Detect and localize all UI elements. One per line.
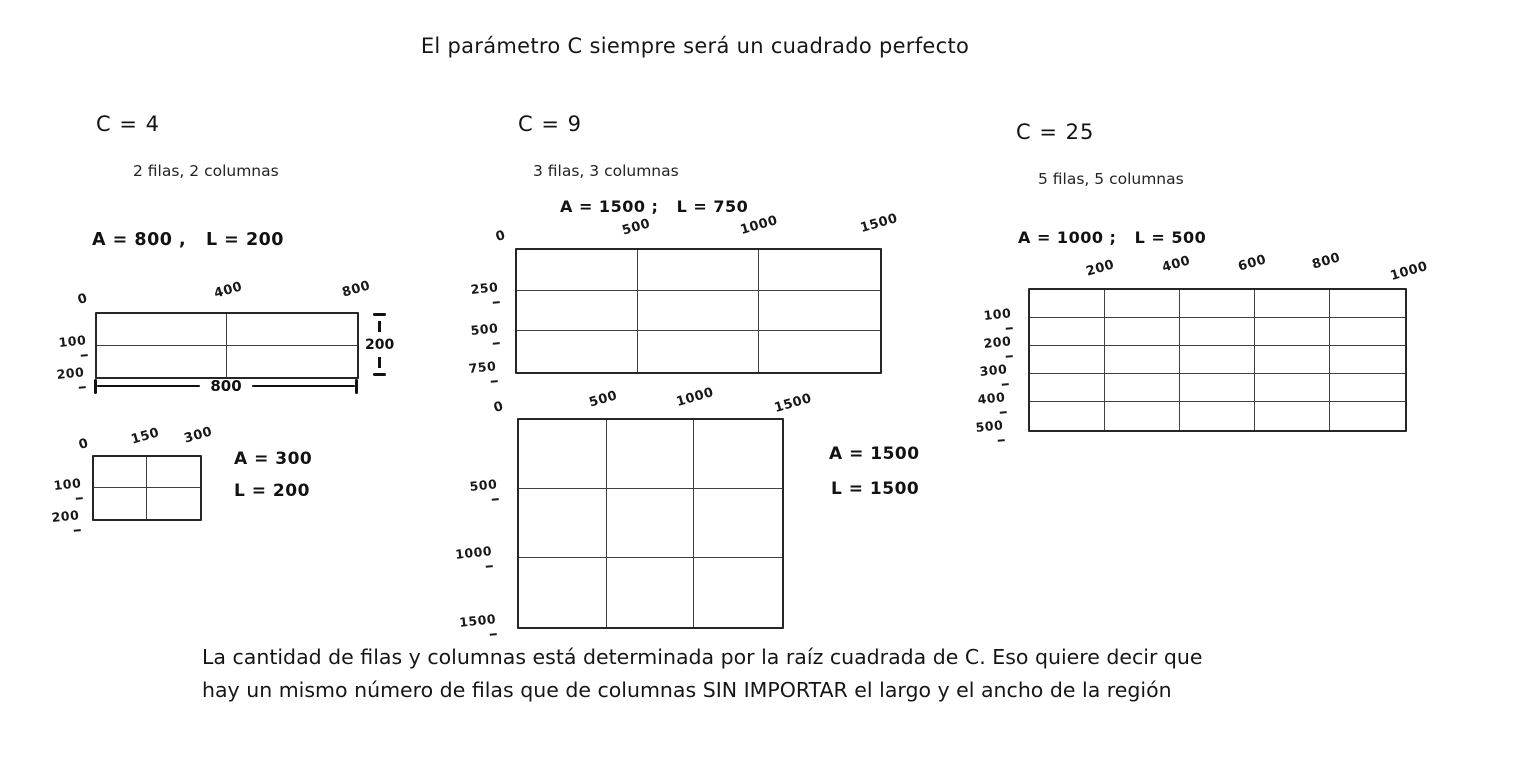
grid-cell [759, 291, 880, 332]
c25-xtick: 600 [1236, 252, 1269, 275]
grid-cell [1105, 290, 1180, 318]
c4-grid2-xtick: 0 [77, 435, 91, 454]
c4-grid1-xtick: 400 [212, 279, 245, 302]
grid-cell [147, 457, 200, 488]
grid-cell [517, 331, 638, 372]
grid-cell [607, 420, 695, 489]
grid-cell [94, 488, 147, 519]
page-title: El parámetro C siempre será un cuadrado perfecto [420, 34, 970, 58]
footer-line-1: La cantidad de filas y columnas está determinada por la raíz cuadrada de C. Eso quiere decir que [202, 645, 1203, 669]
c25-xtick: 200 [1084, 257, 1117, 280]
dim-cap [355, 379, 358, 394]
c9-grid1-xtick: 0 [494, 227, 508, 246]
c4-note-a: A = 300 [234, 449, 313, 469]
c9-grid2-xtick: 1500 [772, 391, 814, 416]
grid-cell [1180, 402, 1255, 430]
grid-cell [638, 291, 759, 332]
c9-heading: C = 9 [518, 112, 582, 136]
c9-grid2-ytick: 1000 [455, 543, 494, 577]
grid-cell [1105, 374, 1180, 402]
grid-cell [94, 457, 147, 488]
grid-cell [1030, 374, 1105, 402]
c9-grid1-xtick: 500 [620, 216, 653, 239]
grid-cell [1255, 318, 1330, 346]
grid-cell [519, 489, 607, 558]
grid-cell [517, 291, 638, 332]
grid-cell [97, 314, 227, 346]
dim-cap [373, 373, 386, 376]
c4-grid2-ytick: 100 [45, 475, 84, 509]
grid-cell [1180, 318, 1255, 346]
c9-grid1-ytick: 750 [460, 358, 499, 392]
c25-ytick: 500 [967, 417, 1006, 451]
c9-grid2-xtick: 500 [587, 388, 620, 411]
c4-height-dimension [365, 313, 394, 376]
c4-grid2-xtick: 150 [129, 425, 162, 448]
dim-stem [378, 357, 381, 368]
c4-subheading: 2 filas, 2 columnas [133, 162, 279, 180]
grid-cell [519, 420, 607, 489]
dim-line [97, 385, 201, 388]
c4-grid1-ytick: 200 [48, 364, 87, 398]
grid-cell [1330, 290, 1405, 318]
grid-cell [638, 331, 759, 372]
c25-params: A = 1000 ; L = 500 [1018, 228, 1207, 247]
c25-ytick: 100 [975, 305, 1014, 339]
c9-note-a: A = 1500 [829, 444, 920, 464]
c9-grid2-ytick: 1500 [459, 611, 498, 645]
grid-cell [97, 346, 227, 378]
grid-cell [1105, 402, 1180, 430]
c25-heading: C = 25 [1016, 120, 1095, 144]
grid-cell [759, 331, 880, 372]
grid-cell [1030, 318, 1105, 346]
c4-grid-main [95, 312, 359, 379]
grid-cell [1030, 346, 1105, 374]
dim-stem [378, 321, 381, 332]
c9-subheading: 3 filas, 3 columnas [533, 162, 679, 180]
grid-cell [1255, 290, 1330, 318]
grid-cell [1105, 318, 1180, 346]
c4-width-dimension [94, 377, 358, 395]
grid-cell [638, 250, 759, 291]
c4-grid2-xtick: 300 [182, 424, 215, 447]
c25-ytick: 300 [971, 361, 1010, 395]
grid-cell [607, 489, 695, 558]
grid-cell [694, 489, 782, 558]
c4-note-l: L = 200 [234, 481, 310, 501]
c25-xtick: 400 [1160, 253, 1193, 276]
grid-cell [1255, 346, 1330, 374]
c9-grid1-ytick: 250 [462, 279, 501, 313]
c25-xtick: 1000 [1388, 259, 1430, 284]
grid-cell [694, 558, 782, 627]
c9-grid1-ytick: 500 [462, 320, 501, 354]
c9-grid2-xtick: 0 [492, 398, 506, 417]
grid-cell [1180, 374, 1255, 402]
c9-note-l: L = 1500 [831, 479, 920, 499]
c4-grid2-ytick: 200 [43, 507, 82, 541]
c9-grid-square [517, 418, 784, 629]
grid-cell [607, 558, 695, 627]
grid-cell [1255, 402, 1330, 430]
c9-grid-wide [515, 248, 882, 374]
c25-grid [1028, 288, 1407, 432]
c4-grid1-xtick: 800 [340, 278, 373, 301]
c9-grid1-xtick: 1000 [738, 213, 780, 238]
c4-grid-small [92, 455, 202, 521]
c4-params: A = 800 , L = 200 [92, 230, 284, 250]
c4-width-dim-label: 800 [210, 377, 242, 395]
dim-cap [373, 313, 386, 316]
grid-cell [227, 346, 357, 378]
c25-subheading: 5 filas, 5 columnas [1038, 170, 1184, 188]
c9-grid2-xtick: 1000 [674, 385, 716, 410]
grid-cell [1180, 346, 1255, 374]
grid-cell [1105, 346, 1180, 374]
c4-grid1-ytick: 100 [50, 332, 89, 366]
grid-cell [1330, 346, 1405, 374]
footer-note [202, 641, 1203, 707]
grid-cell [1255, 374, 1330, 402]
grid-cell [227, 314, 357, 346]
grid-cell [147, 488, 200, 519]
grid-cell [517, 250, 638, 291]
c25-ytick: 200 [975, 333, 1014, 367]
c25-xtick: 800 [1310, 250, 1343, 273]
grid-cell [1030, 402, 1105, 430]
c4-grid1-xtick: 0 [76, 290, 90, 309]
grid-cell [1030, 290, 1105, 318]
dim-line [252, 385, 356, 388]
footer-line-2: hay un mismo número de filas que de columnas SIN IMPORTAR el largo y el ancho de la región [202, 678, 1172, 702]
grid-cell [759, 250, 880, 291]
c9-grid2-ytick: 500 [461, 476, 500, 510]
grid-cell [694, 420, 782, 489]
c4-heading: C = 4 [96, 112, 160, 136]
grid-cell [1180, 290, 1255, 318]
c9-params: A = 1500 ; L = 750 [560, 197, 749, 216]
grid-cell [519, 558, 607, 627]
grid-cell [1330, 374, 1405, 402]
c4-height-dim-label: 200 [365, 336, 395, 353]
grid-cell [1330, 402, 1405, 430]
grid-cell [1330, 318, 1405, 346]
c25-ytick: 400 [969, 389, 1008, 423]
c9-grid1-xtick: 1500 [858, 211, 900, 236]
